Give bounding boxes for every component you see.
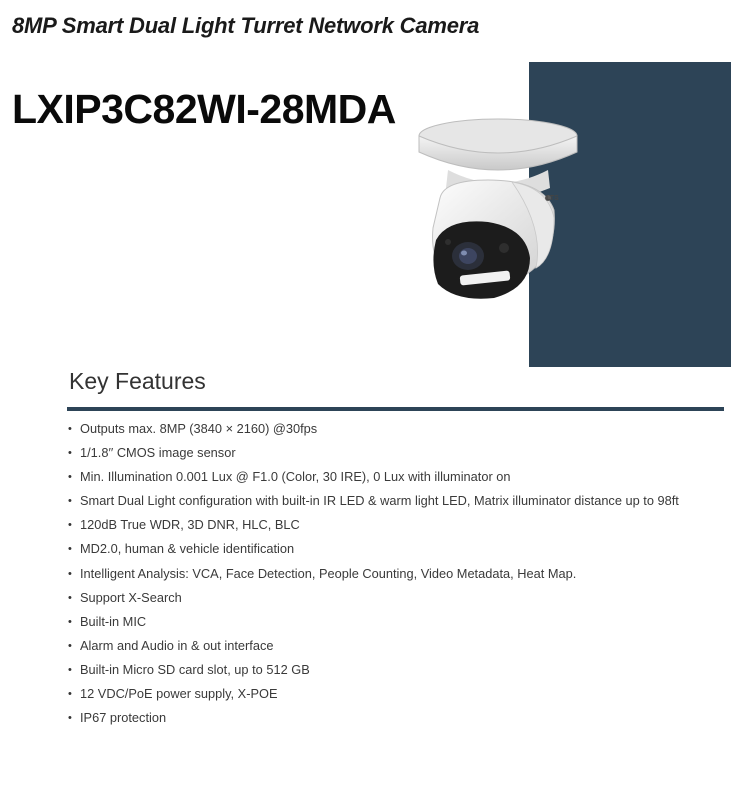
model-number: LXIP3C82WI-28MDA: [12, 86, 396, 132]
bullet-icon: •: [68, 591, 72, 604]
list-item: [67, 564, 679, 588]
feature-text: Smart Dual Light configuration with built-in IR LED & warm light LED, Matrix illuminator distance up to 98ft: [80, 493, 679, 509]
list-item: [67, 419, 679, 443]
feature-text: Outputs max. 8MP (3840 × 2160) @30fps: [80, 421, 318, 436]
feature-text: IP67 protection: [80, 710, 167, 726]
bullet-icon: •: [68, 519, 72, 532]
bullet-icon: •: [68, 447, 72, 460]
list-item: [67, 443, 679, 467]
list-item: [67, 660, 679, 684]
key-features-title: Key Features: [69, 368, 206, 394]
bullet-icon: •: [68, 471, 72, 484]
section-divider: [67, 407, 724, 411]
list-item: [67, 588, 679, 612]
turret-camera-icon: [408, 118, 588, 318]
key-features-list: [67, 419, 679, 732]
feature-text: Built-in Micro SD card slot, up to 512 GB: [80, 661, 310, 677]
feature-text: 120dB True WDR, 3D DNR, HLC, BLC: [80, 517, 300, 533]
feature-text: Built-in MIC: [80, 613, 147, 629]
bullet-icon: •: [68, 663, 72, 676]
bullet-icon: •: [68, 688, 72, 701]
feature-text: Intelligent Analysis: VCA, Face Detection, People Counting, Video Metadata, Heat Map.: [80, 565, 577, 581]
svg-text:LTS: LTS: [546, 195, 559, 202]
bullet-icon: •: [68, 423, 72, 435]
feature-text: Min. Illumination 0.001 Lux @ F1.0 (Color, 30 IRE), 0 Lux with illuminator on: [80, 469, 511, 485]
list-item: [67, 636, 679, 660]
list-item: [67, 612, 679, 636]
list-item: [67, 491, 679, 515]
bullet-icon: •: [68, 495, 72, 508]
list-item: [67, 684, 679, 708]
bullet-icon: •: [68, 615, 72, 628]
feature-text: Alarm and Audio in & out interface: [80, 637, 274, 653]
bullet-icon: •: [68, 712, 72, 725]
bullet-icon: •: [68, 639, 72, 652]
feature-text: 12 VDC/PoE power supply, X-POE: [80, 686, 278, 702]
feature-text: Support X-Search: [80, 589, 182, 605]
list-item: [67, 708, 679, 732]
list-item: [67, 539, 679, 563]
bullet-icon: •: [68, 567, 72, 580]
product-subtitle: 8MP Smart Dual Light Turret Network Camera: [12, 13, 480, 38]
list-item: [67, 515, 679, 539]
feature-text: MD2.0, human & vehicle identification: [80, 541, 295, 557]
feature-text: 1/1.8′′ CMOS image sensor: [80, 445, 236, 461]
bullet-icon: •: [68, 543, 72, 556]
list-item: [67, 467, 679, 491]
